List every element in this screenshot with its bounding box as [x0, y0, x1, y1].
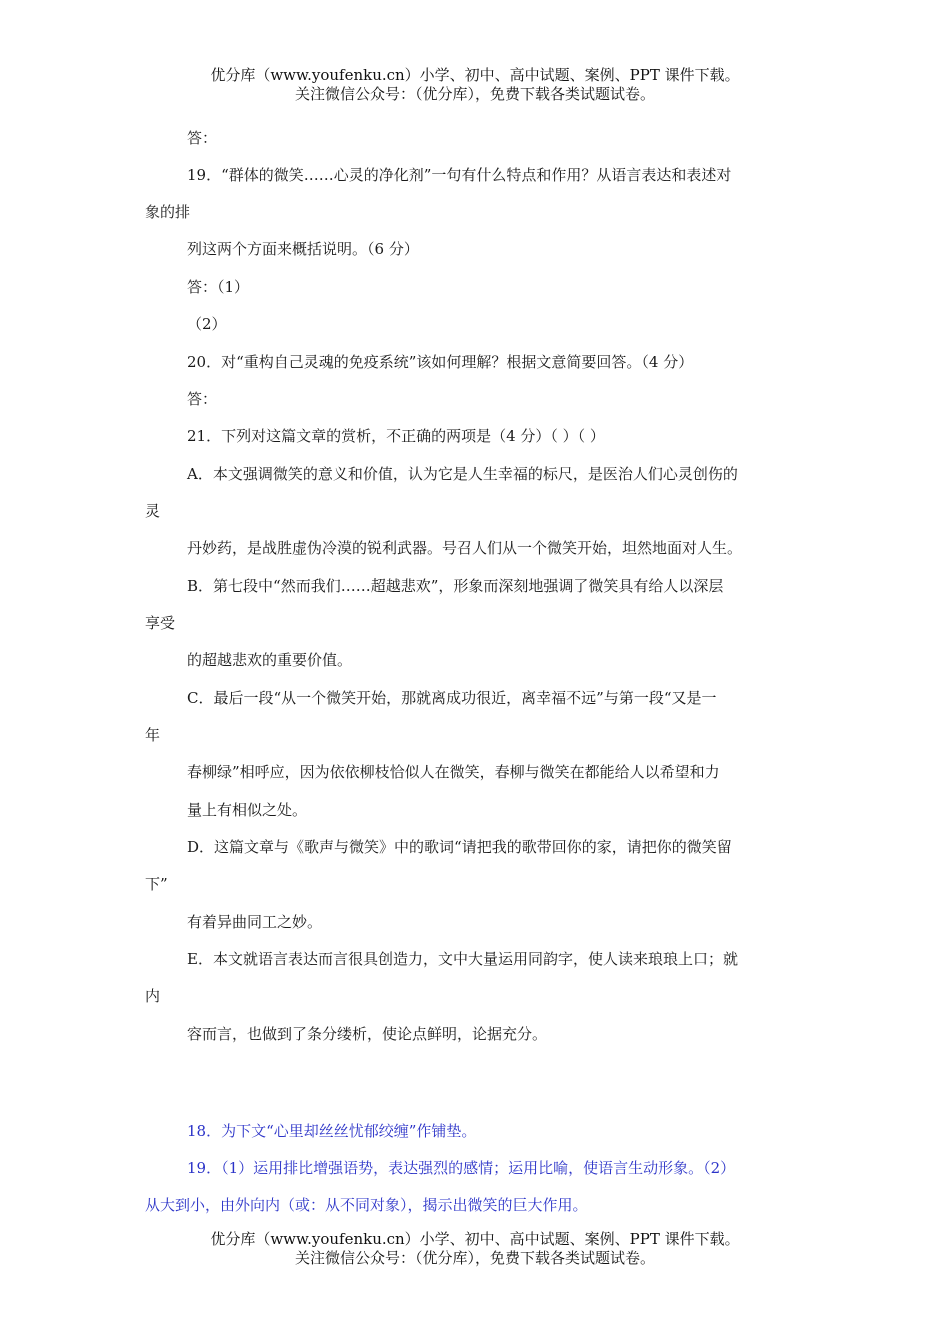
option-c-line-2: 年: [145, 726, 161, 744]
question-20: 20．对“重构自己灵魂的免疫系统”该如何理解？根据文意简要回答。（4 分）: [187, 353, 694, 371]
option-b-line-2: 享受: [145, 614, 176, 632]
option-d-line-2: 下”: [145, 875, 168, 893]
option-c-line-4: 量上有相似之处。: [187, 801, 308, 819]
question-19-line-2: 象的排: [145, 203, 191, 221]
answer-label-18: 答：: [187, 129, 218, 147]
option-a-line-1: A．本文强调微笑的意义和价值，认为它是人生幸福的标尺，是医治人们心灵创伤的: [187, 465, 738, 483]
answer-key-19-line-2: 从大到小，由外向内（或：从不同对象），揭示出微笑的巨大作用。: [145, 1196, 588, 1214]
header-line-2: 关注微信公众号：（优分库），免费下载各类试题试卷。: [294, 85, 655, 103]
option-c-line-3: 春柳绿”相呼应，因为依依柳枝恰似人在微笑，春柳与微笑在都能给人以希望和力: [187, 763, 720, 781]
answer-key-19-line-1: 19．（1）运用排比增强语势，表达强烈的感情；运用比喻，使语言生动形象。（2）: [187, 1159, 736, 1177]
footer-line-2: 关注微信公众号：（优分库），免费下载各类试题试卷。: [294, 1249, 655, 1267]
answer-label-19-2: （2）: [187, 315, 227, 333]
option-d-line-1: D．这篇文章与《歌声与微笑》中的歌词“请把我的歌带回你的家，请把你的微笑留: [187, 838, 732, 856]
option-a-line-2: 灵: [145, 502, 161, 520]
option-b-line-3: 的超越悲欢的重要价值。: [187, 651, 353, 669]
question-19-line-1: 19．“群体的微笑……心灵的净化剂”一句有什么特点和作用？从语言表达和表述对: [187, 166, 732, 184]
footer-line-1: 优分库（www.youfenku.cn）小学、初中、高中试题、案例、PPT 课件下载。: [210, 1230, 740, 1248]
option-b-line-1: B．第七段中“然而我们……超越悲欢”，形象而深刻地强调了微笑具有给人以深层: [187, 577, 724, 595]
answer-label-19-1: 答：（1）: [187, 278, 250, 296]
option-a-line-3: 丹妙药，是战胜虚伪冷漠的锐利武器。号召人们从一个微笑开始，坦然地面对人生。: [187, 539, 743, 557]
question-19-line-3: 列这两个方面来概括说明。（6 分）: [187, 240, 419, 258]
option-e-line-3: 容而言，也做到了条分缕析，使论点鲜明，论据充分。: [187, 1025, 548, 1043]
option-c-line-1: C．最后一段“从一个微笑开始，那就离成功很近，离幸福不远”与第一段“又是一: [187, 689, 717, 707]
answer-label-20: 答：: [187, 390, 218, 408]
answer-key-18: 18．为下文“心里却丝丝忧郁绞缠”作铺垫。: [187, 1122, 477, 1140]
option-e-line-2: 内: [145, 987, 161, 1005]
question-21: 21．下列对这篇文章的赏析，不正确的两项是（4 分）（ ）（ ）: [187, 427, 605, 445]
header-line-1: 优分库（www.youfenku.cn）小学、初中、高中试题、案例、PPT 课件下载。: [210, 66, 740, 84]
option-d-line-3: 有着异曲同工之妙。: [187, 913, 323, 931]
option-e-line-1: E．本文就语言表达而言很具创造力，文中大量运用同韵字，使人读来琅琅上口；就: [187, 950, 738, 968]
